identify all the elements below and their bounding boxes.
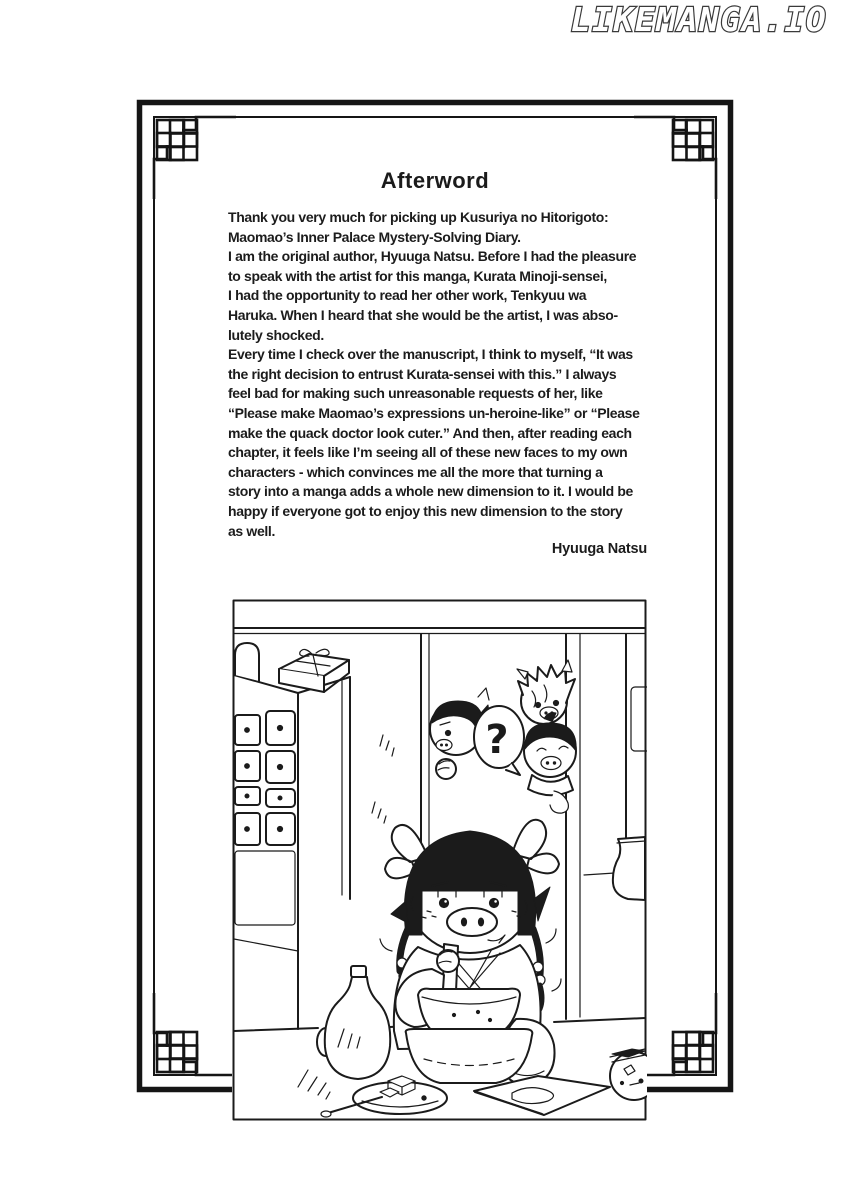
text-line: “Please make Maomao’s expressions un-heroine-like” or “Please bbox=[228, 404, 640, 421]
vase bbox=[613, 837, 645, 900]
peeking-characters bbox=[430, 660, 576, 813]
text-line: I had the opportunity to read her other work, Tenkyuu wa bbox=[228, 287, 587, 304]
herb-bowl bbox=[610, 1049, 647, 1100]
text-line: Haruka. When I heard that she would be the artist, I was abso- bbox=[228, 306, 618, 323]
text-line: I am the original author, Hyuuga Natsu. Before I had the pleasure bbox=[228, 248, 637, 265]
site-logo[interactable] bbox=[553, 0, 845, 44]
text-line: the right decision to entrust Kurata-sensei with this.” I always bbox=[228, 365, 617, 382]
gift-box bbox=[279, 649, 349, 692]
text-line: chapter, it feels like I’m seeing all of these new faces to my own bbox=[228, 444, 628, 461]
text-line: as well. bbox=[228, 522, 276, 539]
text-line: Maomao’s Inner Palace Mystery-Solving Diary. bbox=[228, 228, 521, 245]
text-line: feel bad for making such unreasonable requests of her, like bbox=[228, 385, 603, 402]
afterword-title: Afterword bbox=[380, 168, 490, 193]
text-line: to speak with the artist for this manga, Kurata Minoji-sensei, bbox=[228, 267, 607, 284]
text-line: characters - which convinces me all the more that turning a bbox=[228, 463, 603, 480]
motion-lines bbox=[298, 1070, 330, 1099]
text-line: happy if everyone got to enjoy this new dimension to the story bbox=[228, 502, 623, 519]
text-line: Thank you very much for picking up Kusuriya no Hitorigoto: bbox=[228, 209, 609, 225]
author-signature: Hyuuga Natsu bbox=[551, 541, 647, 557]
text-line: story into a manga adds a whole new dimension to it. I would be bbox=[228, 483, 633, 500]
plate-with-pieces bbox=[321, 1076, 447, 1117]
text-line: make the quack doctor look cuter.” And then, after reading each bbox=[228, 424, 632, 441]
text-line: Every time I check over the manuscript, I think to myself, “It was bbox=[228, 346, 633, 363]
afterword-illustration[interactable] bbox=[232, 599, 647, 1121]
frame-corner-bottom-left bbox=[154, 993, 236, 1075]
speech-bubble bbox=[474, 706, 524, 775]
sake-jug bbox=[317, 966, 390, 1079]
peeking-character-right bbox=[524, 713, 576, 814]
question-mark: ? bbox=[485, 717, 509, 763]
mortar-and-stand bbox=[406, 989, 533, 1083]
text-line: lutely shocked. bbox=[228, 326, 324, 343]
medicine-cabinet bbox=[234, 643, 350, 1029]
site-logo-text: LIKEMANGA.IO bbox=[570, 0, 828, 39]
afterword-text bbox=[228, 208, 652, 541]
jar bbox=[235, 643, 259, 681]
cabinet-drawers bbox=[235, 711, 295, 925]
